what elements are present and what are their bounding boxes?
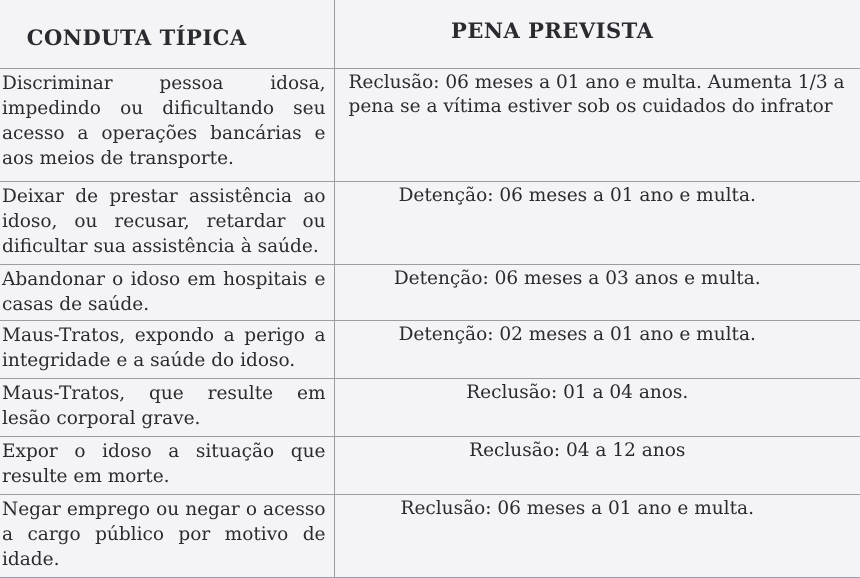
conduta-cell: Discriminar pessoa idosa, impedindo ou dificultando seu acesso a operações bancárias e aos meios de transporte. [0,69,334,182]
conduta-cell: Abandonar o idoso em hospitais e casas de saúde. [0,265,334,321]
table-row [0,69,860,182]
pena-cell: Reclusão: 04 a 12 anos [334,437,860,495]
conduta-cell: Deixar de prestar assistência ao idoso, ou recusar, retardar ou dificultar sua assistência à saúde. [0,182,334,265]
table-row [0,495,860,578]
conduta-cell: Expor o idoso a situação que resulte em morte. [0,437,334,495]
pena-cell: Reclusão: 06 meses a 01 ano e multa. [334,495,860,578]
pena-cell: Detenção: 02 meses a 01 ano e multa. [334,321,860,379]
column-header-pena [334,0,860,69]
table-row [0,437,860,495]
conduta-cell: Maus-Tratos, que resulte em lesão corporal grave. [0,379,334,437]
column-header-conduta: CONDUTA TÍPICA [0,0,334,69]
conduta-cell: Maus-Tratos, expondo a perigo a integridade e a saúde do idoso. [0,321,334,379]
table-row [0,265,860,321]
pena-cell: Reclusão: 01 a 04 anos. [334,379,860,437]
table-row [0,321,860,379]
table-header-row [0,0,860,69]
table-row [0,379,860,437]
conduta-cell: Negar emprego ou negar o acesso a cargo público por motivo de idade. [0,495,334,578]
pena-cell: Detenção: 06 meses a 03 anos e multa. [334,265,860,321]
pena-cell: Reclusão: 06 meses a 01 ano e multa. Aumenta 1/3 a pena se a vítima estiver sob os cuidados do infrator [334,69,860,182]
table-row [0,182,860,265]
pena-cell: Detenção: 06 meses a 01 ano e multa. [334,182,860,265]
column-header-pena-label: PENA PREVISTA [451,18,654,43]
